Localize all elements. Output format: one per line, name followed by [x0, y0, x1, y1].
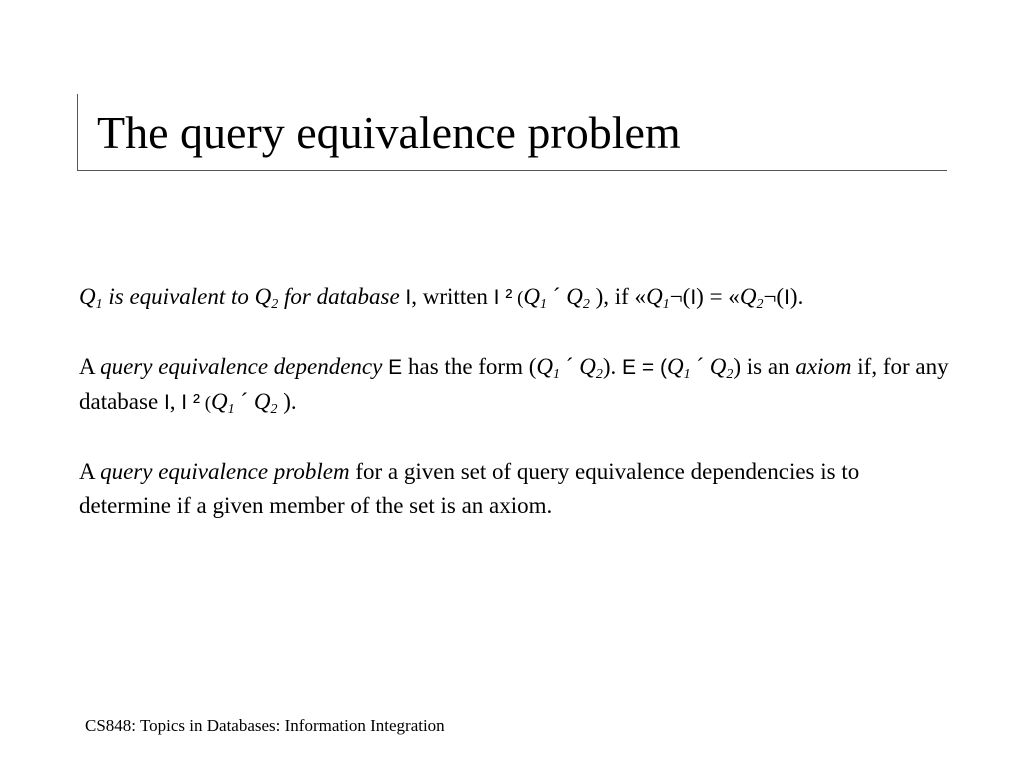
query-1: $Q_1$ [211, 389, 235, 417]
slide-body [79, 280, 949, 557]
term-axiom: axiom [795, 354, 852, 379]
query-1: $Q_1$ [536, 354, 561, 382]
query-1: $Q_1$ [666, 354, 691, 382]
term-query-equivalence-problem: query equivalence problem [100, 459, 350, 484]
definition-equivalence-paragraph: $Q_1$ is equivalent to $Q_2$ for database I, written I ² ($Q_1$ ´ $Q_2$ ), if «$Q_1\neg(I)$ = «$Q_2\neg(I)$. [79, 284, 804, 312]
title-horizontal-rule [77, 170, 947, 171]
slide-title: The query equivalence problem [97, 107, 681, 158]
problem-paragraph: A query equivalence problem for a given set of query equivalence dependencies is to determine if a given member of the set is an axiom. [79, 459, 860, 518]
title-vertical-rule [77, 94, 78, 171]
query-2: $Q_2$ [253, 389, 278, 417]
term-query-equivalence-dependency: query equivalence dependency [100, 354, 383, 379]
query-1: $Q_1$ [646, 284, 670, 312]
query-1: $Q_1$ [523, 284, 548, 312]
query-2: $Q_2$ [254, 284, 279, 312]
slide-footer: CS848: Topics in Databases: Information Integration [85, 716, 445, 735]
query-1: $Q_1$ [79, 284, 103, 312]
dependency-symbol: E [382, 356, 409, 379]
query-2: $Q_2$ [709, 354, 734, 382]
database-symbol: I [405, 286, 412, 309]
dependency-paragraph: A query equivalence dependency E has the form ($Q_1$ ´ $Q_2$). $E = (Q_1$ ´ $Q_2$) is an axiom if, for any database I, I ² ($Q_1$ ´ $Q_2$ ). [79, 354, 949, 417]
query-2: $Q_2$ [566, 284, 590, 312]
query-2: $Q_2$ [739, 284, 764, 312]
query-2: $Q_2$ [579, 354, 603, 382]
models-symbol: I ² [493, 286, 513, 309]
